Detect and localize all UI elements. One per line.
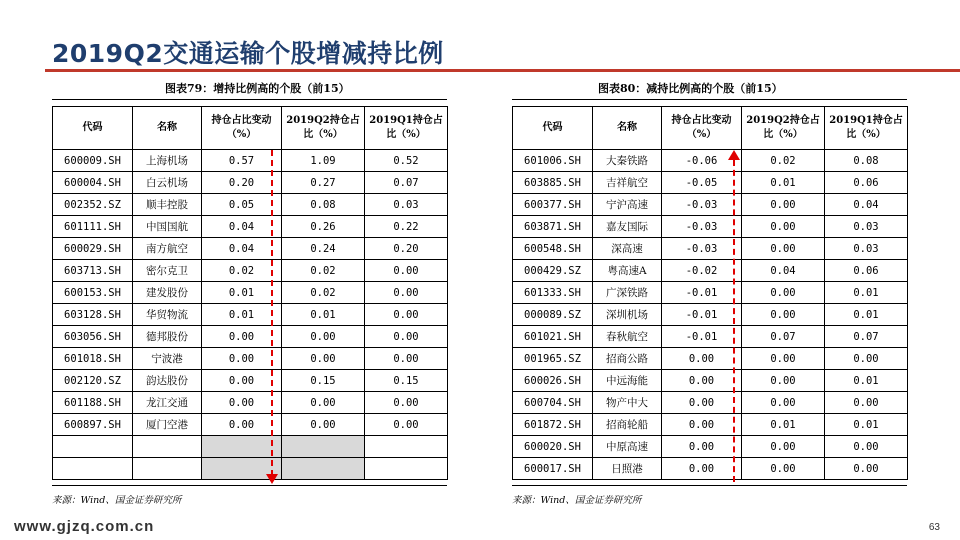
change-cell: 0.00 — [662, 370, 742, 392]
stock-code-cell: 601872.SH — [513, 414, 593, 436]
table-row — [513, 414, 908, 436]
q1-share-cell — [365, 458, 448, 480]
increase-holdings-table — [52, 106, 448, 480]
stock-name-cell: 龙江交通 — [133, 392, 202, 414]
stock-code-cell: 601021.SH — [513, 326, 593, 348]
q2-share-cell: 0.00 — [742, 348, 825, 370]
q2-share-cell: 0.15 — [282, 370, 365, 392]
q2-share-cell: 0.26 — [282, 216, 365, 238]
stock-name-cell: 建发股份 — [133, 282, 202, 304]
q1-share-cell: 0.00 — [365, 414, 448, 436]
stock-name-cell: 白云机场 — [133, 172, 202, 194]
decrease-holdings-table — [512, 106, 908, 480]
q2-share-cell: 0.00 — [742, 238, 825, 260]
q1-share-cell: 0.22 — [365, 216, 448, 238]
table-row — [53, 414, 448, 436]
table-row — [53, 260, 448, 282]
table-row — [53, 304, 448, 326]
q1-share-cell: 0.04 — [825, 194, 908, 216]
stock-code-cell: 002352.SZ — [53, 194, 133, 216]
left-table-caption: 图表79：增持比例高的个股（前15） — [165, 82, 350, 95]
q1-share-cell: 0.01 — [825, 282, 908, 304]
table-row — [53, 150, 448, 172]
stock-code-cell: 600897.SH — [53, 414, 133, 436]
stock-name-cell: 招商轮船 — [593, 414, 662, 436]
table-row — [513, 260, 908, 282]
table-row — [53, 282, 448, 304]
stock-code-cell: 600029.SH — [53, 238, 133, 260]
q2-share-cell: 0.00 — [742, 436, 825, 458]
header-q2-share: 2019Q2持仓占比（%） — [282, 107, 365, 150]
stock-code-cell: 603713.SH — [53, 260, 133, 282]
q2-share-cell: 0.00 — [742, 194, 825, 216]
change-cell: 0.01 — [202, 304, 282, 326]
stock-code-cell: 000429.SZ — [513, 260, 593, 282]
right-table-caption: 图表80：减持比例高的个股（前15） — [598, 82, 783, 95]
change-cell: 0.00 — [202, 370, 282, 392]
q1-share-cell: 0.06 — [825, 260, 908, 282]
stock-code-cell: 600704.SH — [513, 392, 593, 414]
table-header-row — [513, 107, 908, 150]
q1-share-cell: 0.00 — [365, 348, 448, 370]
left-source-note: 来源：Wind、国金证券研究所 — [52, 495, 182, 506]
q1-share-cell: 0.03 — [825, 216, 908, 238]
table-row — [513, 194, 908, 216]
q1-share-cell — [365, 436, 448, 458]
stock-name-cell: 中原高速 — [593, 436, 662, 458]
q2-share-cell: 0.27 — [282, 172, 365, 194]
table-row — [513, 326, 908, 348]
q2-share-cell: 0.02 — [282, 260, 365, 282]
q1-share-cell: 0.15 — [365, 370, 448, 392]
change-cell: -0.02 — [662, 260, 742, 282]
stock-name-cell: 上海机场 — [133, 150, 202, 172]
change-cell: 0.00 — [202, 326, 282, 348]
change-cell: 0.00 — [662, 414, 742, 436]
right-bottom-divider — [512, 485, 907, 486]
q1-share-cell: 0.08 — [825, 150, 908, 172]
stock-code-cell: 002120.SZ — [53, 370, 133, 392]
change-cell: -0.01 — [662, 282, 742, 304]
change-cell: -0.06 — [662, 150, 742, 172]
change-cell: -0.05 — [662, 172, 742, 194]
stock-name-cell: 大秦铁路 — [593, 150, 662, 172]
stock-code-cell — [53, 436, 133, 458]
table-row — [513, 458, 908, 480]
change-cell: 0.57 — [202, 150, 282, 172]
table-row — [53, 216, 448, 238]
table-row — [53, 392, 448, 414]
stock-name-cell: 宁波港 — [133, 348, 202, 370]
stock-name-cell: 中远海能 — [593, 370, 662, 392]
q2-share-cell: 0.00 — [742, 392, 825, 414]
q1-share-cell: 0.00 — [365, 392, 448, 414]
header-change: 持仓占比变动（%） — [662, 107, 742, 150]
left-bottom-divider — [52, 485, 447, 486]
q2-share-cell: 0.00 — [282, 392, 365, 414]
stock-name-cell: 德邦股份 — [133, 326, 202, 348]
q1-share-cell: 0.07 — [825, 326, 908, 348]
table-row — [53, 172, 448, 194]
q2-share-cell: 0.00 — [742, 304, 825, 326]
stock-code-cell: 600026.SH — [513, 370, 593, 392]
q2-share-cell: 0.00 — [742, 216, 825, 238]
stock-name-cell: 中国国航 — [133, 216, 202, 238]
stock-name-cell: 南方航空 — [133, 238, 202, 260]
q2-share-cell: 0.07 — [742, 326, 825, 348]
q2-share-cell: 0.02 — [282, 282, 365, 304]
q1-share-cell: 0.01 — [825, 414, 908, 436]
change-cell: 0.00 — [662, 458, 742, 480]
header-code: 代码 — [513, 107, 593, 150]
stock-name-cell: 厦门空港 — [133, 414, 202, 436]
q2-share-cell: 0.00 — [282, 326, 365, 348]
table-row — [513, 304, 908, 326]
change-cell: 0.04 — [202, 238, 282, 260]
q1-share-cell: 0.00 — [825, 458, 908, 480]
q1-share-cell: 0.00 — [365, 260, 448, 282]
stock-code-cell: 601018.SH — [53, 348, 133, 370]
stock-code-cell: 601333.SH — [513, 282, 593, 304]
stock-name-cell — [133, 458, 202, 480]
q1-share-cell: 0.06 — [825, 172, 908, 194]
stock-name-cell: 顺丰控股 — [133, 194, 202, 216]
q1-share-cell: 0.01 — [825, 304, 908, 326]
header-q1-share: 2019Q1持仓占比（%） — [365, 107, 448, 150]
q2-share-cell: 0.00 — [742, 282, 825, 304]
table-row — [53, 326, 448, 348]
stock-code-cell: 603885.SH — [513, 172, 593, 194]
stock-name-cell: 深圳机场 — [593, 304, 662, 326]
q1-share-cell: 0.00 — [365, 326, 448, 348]
stock-name-cell: 深高速 — [593, 238, 662, 260]
q2-share-cell: 0.01 — [742, 172, 825, 194]
q2-share-cell: 0.00 — [282, 414, 365, 436]
stock-name-cell: 物产中大 — [593, 392, 662, 414]
q1-share-cell: 0.00 — [365, 304, 448, 326]
header-q2-share: 2019Q2持仓占比（%） — [742, 107, 825, 150]
page-title: 2019Q2交通运输个股增减持比例 — [52, 39, 444, 68]
stock-code-cell: 603871.SH — [513, 216, 593, 238]
stock-code-cell: 603128.SH — [53, 304, 133, 326]
table-row — [513, 282, 908, 304]
right-caption-divider — [512, 99, 907, 100]
header-name: 名称 — [593, 107, 662, 150]
q2-share-cell: 0.01 — [742, 414, 825, 436]
q2-share-cell: 0.00 — [742, 458, 825, 480]
change-cell: 0.00 — [202, 392, 282, 414]
q2-share-cell: 0.00 — [282, 348, 365, 370]
table-row — [53, 194, 448, 216]
table-row — [513, 370, 908, 392]
stock-code-cell: 601111.SH — [53, 216, 133, 238]
stock-name-cell: 韵达股份 — [133, 370, 202, 392]
q2-share-cell: 0.24 — [282, 238, 365, 260]
q2-share-cell: 1.09 — [282, 150, 365, 172]
q1-share-cell: 0.00 — [825, 436, 908, 458]
q2-share-cell: 0.04 — [742, 260, 825, 282]
q1-share-cell: 0.03 — [825, 238, 908, 260]
stock-code-cell: 000089.SZ — [513, 304, 593, 326]
q1-share-cell: 0.52 — [365, 150, 448, 172]
header-code: 代码 — [53, 107, 133, 150]
change-cell: 0.01 — [202, 282, 282, 304]
change-cell: 0.00 — [202, 348, 282, 370]
table-row — [513, 216, 908, 238]
table-row — [513, 348, 908, 370]
stock-name-cell: 华贸物流 — [133, 304, 202, 326]
table-row — [53, 370, 448, 392]
stock-code-cell: 600009.SH — [53, 150, 133, 172]
table-row — [53, 238, 448, 260]
change-cell: 0.00 — [662, 392, 742, 414]
downward-trend-arrow-line — [271, 150, 273, 476]
stock-code-cell: 001965.SZ — [513, 348, 593, 370]
change-cell: -0.01 — [662, 304, 742, 326]
table-row — [53, 458, 448, 480]
change-cell: 0.00 — [202, 414, 282, 436]
stock-name-cell: 招商公路 — [593, 348, 662, 370]
q1-share-cell: 0.07 — [365, 172, 448, 194]
q2-share-cell: 0.00 — [742, 370, 825, 392]
table-header-row — [53, 107, 448, 150]
change-cell: 0.04 — [202, 216, 282, 238]
stock-name-cell: 嘉友国际 — [593, 216, 662, 238]
q2-share-cell — [282, 458, 365, 480]
stock-code-cell — [53, 458, 133, 480]
right-source-note: 来源：Wind、国金证券研究所 — [512, 495, 642, 506]
stock-code-cell: 603056.SH — [53, 326, 133, 348]
q1-share-cell: 0.00 — [825, 348, 908, 370]
change-cell: -0.03 — [662, 216, 742, 238]
table-row — [53, 436, 448, 458]
change-cell: -0.03 — [662, 238, 742, 260]
stock-name-cell: 粤高速A — [593, 260, 662, 282]
down-arrow-icon — [266, 474, 278, 484]
change-cell: 0.00 — [662, 436, 742, 458]
q1-share-cell: 0.03 — [365, 194, 448, 216]
q1-share-cell: 0.01 — [825, 370, 908, 392]
stock-code-cell: 600377.SH — [513, 194, 593, 216]
header-change: 持仓占比变动（%） — [202, 107, 282, 150]
change-cell: -0.03 — [662, 194, 742, 216]
change-cell: 0.05 — [202, 194, 282, 216]
table-row — [513, 172, 908, 194]
q2-share-cell: 0.02 — [742, 150, 825, 172]
stock-code-cell: 600153.SH — [53, 282, 133, 304]
q1-share-cell: 0.00 — [365, 282, 448, 304]
q2-share-cell — [282, 436, 365, 458]
change-cell: 0.02 — [202, 260, 282, 282]
q1-share-cell: 0.00 — [825, 392, 908, 414]
page-number: 63 — [928, 522, 940, 533]
stock-name-cell: 日照港 — [593, 458, 662, 480]
stock-code-cell: 601006.SH — [513, 150, 593, 172]
header-name: 名称 — [133, 107, 202, 150]
q2-share-cell: 0.01 — [282, 304, 365, 326]
header-q1-share: 2019Q1持仓占比（%） — [825, 107, 908, 150]
stock-name-cell: 宁沪高速 — [593, 194, 662, 216]
stock-code-cell: 600017.SH — [513, 458, 593, 480]
stock-name-cell — [133, 436, 202, 458]
q2-share-cell: 0.08 — [282, 194, 365, 216]
change-cell: 0.00 — [662, 348, 742, 370]
stock-code-cell: 600548.SH — [513, 238, 593, 260]
table-row — [513, 238, 908, 260]
left-caption-divider — [52, 99, 447, 100]
stock-name-cell: 广深铁路 — [593, 282, 662, 304]
table-row — [513, 150, 908, 172]
stock-code-cell: 600004.SH — [53, 172, 133, 194]
change-cell: -0.01 — [662, 326, 742, 348]
stock-code-cell: 600020.SH — [513, 436, 593, 458]
q1-share-cell: 0.20 — [365, 238, 448, 260]
change-cell: 0.20 — [202, 172, 282, 194]
stock-name-cell: 密尔克卫 — [133, 260, 202, 282]
table-row — [513, 436, 908, 458]
table-row — [513, 392, 908, 414]
table-row — [53, 348, 448, 370]
stock-name-cell: 春秋航空 — [593, 326, 662, 348]
stock-code-cell: 601188.SH — [53, 392, 133, 414]
up-arrow-icon — [728, 150, 740, 160]
upward-trend-arrow-line — [733, 160, 735, 482]
title-divider — [45, 69, 960, 72]
stock-name-cell: 吉祥航空 — [593, 172, 662, 194]
footer-website: www.gjzq.com.cn — [14, 518, 155, 535]
change-cell — [202, 436, 282, 458]
